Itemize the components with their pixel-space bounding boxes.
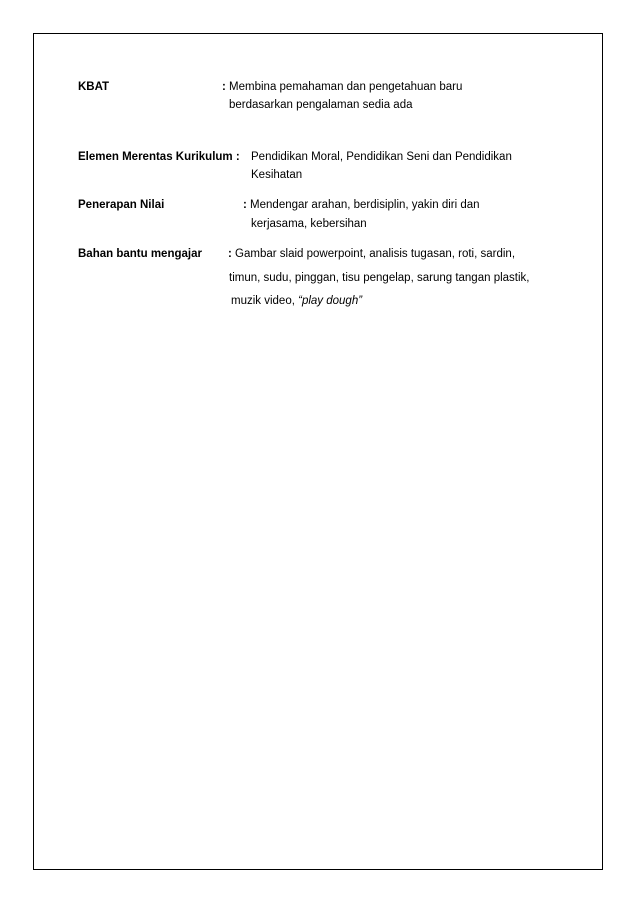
emk-text-1: Pendidikan Moral, Pendidikan Seni dan Pendidikan bbox=[251, 151, 512, 163]
emk-text-2: Kesihatan bbox=[251, 169, 303, 181]
emk-colon: : bbox=[235, 151, 240, 163]
kbat-text-1: Membina pemahaman dan pengetahuan baru bbox=[229, 81, 463, 93]
bbm-text-1: Gambar slaid powerpoint, analisis tugasan, roti, sardin, bbox=[235, 248, 516, 260]
nilai-line-1 bbox=[243, 198, 480, 212]
emk-label: Elemen Merentas Kurikulum bbox=[78, 151, 233, 163]
bbm-text-3: muzik video, bbox=[231, 295, 299, 307]
nilai-colon: : bbox=[243, 199, 247, 211]
bbm-line-3 bbox=[231, 294, 362, 308]
nilai-text-2: kerjasama, kebersihan bbox=[251, 218, 367, 230]
nilai-text-1: Mendengar arahan, berdisiplin, yakin diri dan bbox=[250, 199, 480, 211]
bbm-colon: : bbox=[228, 248, 232, 260]
kbat-text-2: berdasarkan pengalaman sedia ada bbox=[229, 99, 413, 111]
bbm-label: Bahan bantu mengajar bbox=[78, 248, 202, 260]
emk-line-1 bbox=[78, 150, 240, 164]
bbm-text-2: timun, sudu, pinggan, tisu pengelap, sarung tangan plastik, bbox=[229, 272, 530, 284]
bbm-italic-tail: “play dough” bbox=[298, 295, 363, 307]
kbat-colon: : bbox=[222, 81, 226, 93]
kbat-line-1 bbox=[222, 80, 462, 94]
bbm-line-1 bbox=[228, 247, 515, 261]
kbat-label: KBAT bbox=[78, 81, 110, 93]
nilai-label: Penerapan Nilai bbox=[78, 199, 165, 211]
